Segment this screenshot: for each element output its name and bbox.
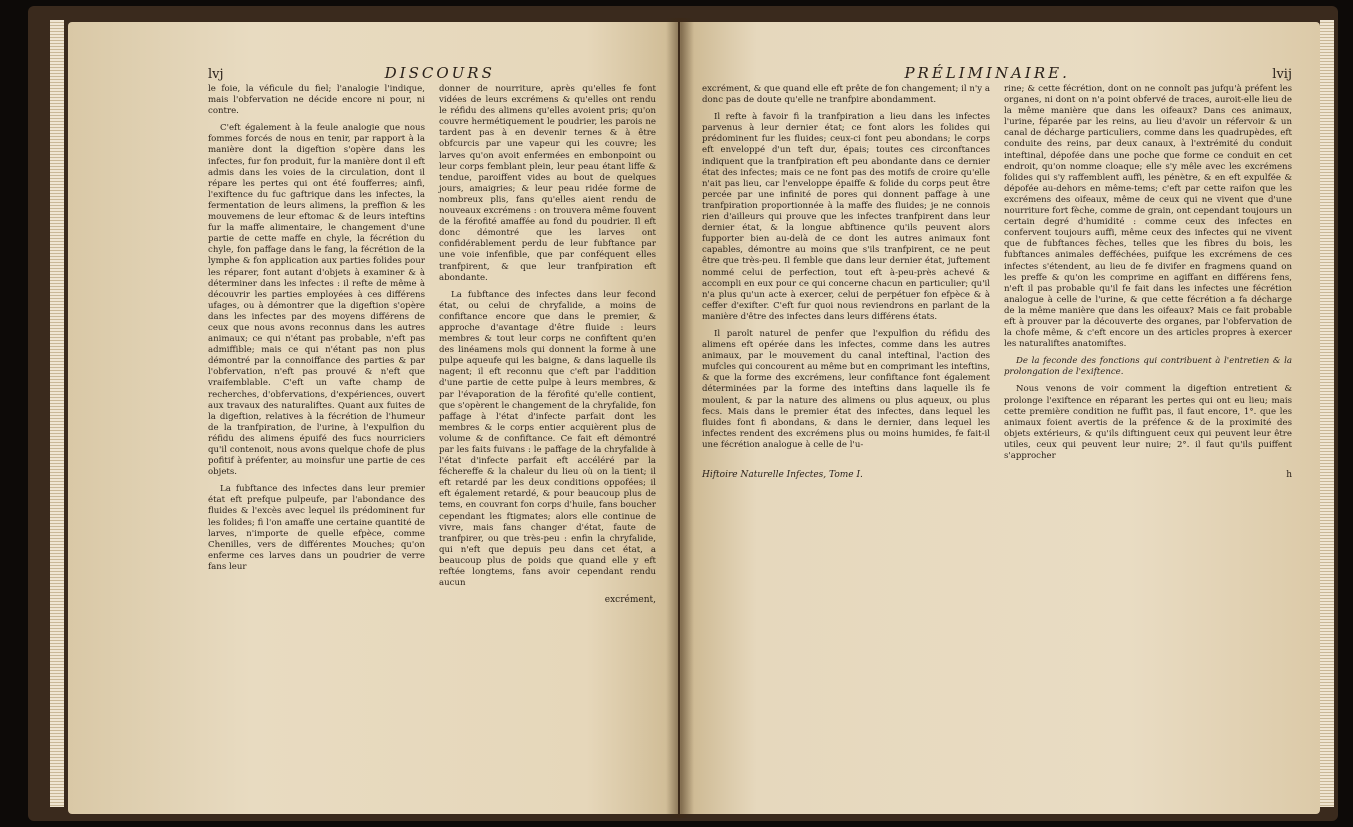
right-page-edges bbox=[1320, 20, 1334, 807]
paragraph: donner de nourriture, après qu'elles fe font vidées de leurs excrémens & qu'elles ont rendu le réfidu des alimens qu'elles avoient pris; qu'on couvre hermétiquement le poudrier, les parois ne tardent pas à en devenir ternes & à être obfcurcis par une vapeur qui les couvre; les larves qu'on avoit enfermées en embonpoint ou leur corps femblant plein, leur peau étant liffe & tendue, paroiffent vides au bout de quelques jours, amaigries; & leur peau ridée forme de nombreux plis, fans qu'elles aient rendu de nouveaux excrémens : on trouvera même fouvent de la férofité amaffée au fond du poudrier. Il eft donc démontré que les larves ont confidérablement perdu de leur fubftance par une voie infenfible, que par conféquent elles tranfpirent, & que leur tranfpiration eft abondante. bbox=[439, 84, 656, 283]
left-column-2 bbox=[439, 84, 656, 606]
right-page-header bbox=[702, 64, 1292, 82]
book-gutter bbox=[666, 18, 694, 818]
right-column-1 bbox=[702, 84, 990, 468]
catchword: excrément, bbox=[604, 595, 656, 606]
right-page-footer bbox=[702, 470, 1292, 480]
right-column-2 bbox=[1004, 84, 1292, 468]
right-running-title: PRÉLIMINAIRE. bbox=[904, 64, 1070, 82]
left-page bbox=[68, 22, 678, 814]
paragraph: rine; & cette fécrétion, dont on ne connoît pas jufqu'à préfent les organes, ni dont on n'a point obfervé de traces, auroit-elle lieu de la même manière que dans les oifeaux? Dans ces animaux, l'urine, féparée par les reins, au lieu d'avoir un réfervoir & un canal de décharge particuliers, comme dans les quadrupèdes, eft conduite des reins, par deux canaux, à l'extrémité du conduit inteftinal, dépofée dans une poche que forme ce conduit en cet endroit, qu'on nomme cloaque; elle s'y mêle avec les excrémens folides qui s'y raffemblent auffi, les pénètre, & en eft expulfée & dépofée au-dehors en même-tems; c'eft par cette raifon que les excrémens des oifeaux, même de ceux qui ne vivent que d'une nourriture fort fèche, comme de grain, ont cependant toujours un certain degré d'humidité : comme ceux des infectes en confervent toujours auffi, même ceux des infectes qui ne vivent que de fubftances fèches, telles que les fibres du bois, les fubftances animales defféchées, puifque les excrémens de ces infectes s'étendent, au lieu de fe divifer en fragmens quand on les preffe & qu'on les comprime en agiffant en différens fens, n'eft il pas probable qu'il fe fait dans les infectes une fécrétion analogue à celle de l'urine, & que cette fécrétion a fa décharge de la même manière que dans les oifeaux? Mais ce fait probable eft à prouver par la découverte des organes, par l'obfervation de la chofe même, & c'eft encore un des articles propres à exercer les naturaliftes anatomiftes. bbox=[1004, 84, 1292, 350]
paragraph: le foie, la véficule du fiel; l'analogie l'indique, mais l'obfervation ne décide encore ni pour, ni contre. bbox=[208, 84, 425, 117]
right-page-number: lvij bbox=[1272, 67, 1292, 82]
section-subtitle: De la feconde des fonctions qui contribuent à l'entretien & la prolongation de l'exiftence. bbox=[1004, 356, 1292, 378]
paragraph: La fubftance des infectes dans leur premier état eft prefque pulpeufe, par l'abondance des fluides & l'excès avec lequel ils prédominent fur les folides; fi l'on amaffe une certaine quantité de larves, n'importe de quelle efpèce, comme Chenilles, vers de différentes Mouches; qu'on enferme ces larves dans un poudrier de verre fans leur bbox=[208, 484, 425, 572]
signature-mark: h bbox=[1286, 470, 1292, 481]
left-running-title: DISCOURS bbox=[384, 64, 495, 82]
open-book bbox=[28, 6, 1338, 821]
paragraph: excrément, & que quand elle eft prête de fon changement; il n'y a donc pas de doute qu'elle ne tranfpire abondamment. bbox=[702, 84, 990, 106]
paragraph: La fubftance des infectes dans leur fecond état, ou celui de chryfalide, a moins de confiftance encore que dans le premier, & approche d'avantage d'être fluide : leurs membres & tout leur corps ne confiftent qu'en des linéamens mols qui donnent la forme à une pulpe aqueufe qui les baigne, & dans laquelle ils nagent; il eft reconnu que c'eft par l'addition d'une partie de cette pulpe à leurs membres, & par l'évaporation de la férofité qu'elle contient, que s'opèrent le changement de la chryfalide, fon paffage à l'état d'infecte parfait dont les membres & le corps entier acquièrent plus de volume & de confiftance. Ce fait eft démontré par les faits fuivans : le paffage de la chryfalide à l'état d'infecte parfait eft accéléré par la féchereffe & la chaleur du lieu où on la tient; il eft retardé par les deux conditions oppofées; il eft également retardé, & pour beaucoup plus de tems, en couvrant fon corps d'huile, fans boucher cependant les ftigmates; alors elle continue de vivre, mais fans changer d'état, faute de tranfpirer, ou que très-peu : enfin la chryfalide, qui n'eft que depuis peu dans cet état, a beaucoup plus de poids que quand elle y eft reftée longtems, fans avoir cependant rendu aucun bbox=[439, 289, 656, 589]
left-column-1 bbox=[208, 84, 425, 606]
right-page bbox=[680, 22, 1320, 814]
paragraph: Nous venons de voir comment la digeftion entretient & prolonge l'exiftence en réparant les pertes qui ont eu lieu; mais cette première condition ne fuffit pas, il faut encore, 1°. que les animaux foient avertis de la préfence & de la proximité des objets extérieurs, & qu'ils diftinguent ceux qui peuvent leur être utiles, ceux qui peuvent leur nuire; 2°. il faut qu'ils puiffent s'approcher bbox=[1004, 384, 1292, 461]
left-page-number: lvj bbox=[208, 67, 224, 82]
left-page-header bbox=[208, 64, 656, 82]
left-page-edges bbox=[50, 20, 64, 807]
paragraph: Il refte à favoir fi la tranfpiration a lieu dans les infectes parvenus à leur dernier état; ce font alors les folides qui prédominent fur les fluides; ceux-ci font peu abondans; le corps eft enveloppé d'un teft dur, épais; toutes ces circonftances indiquent que la tranfpiration eft peu abondante dans ce dernier état des infectes; mais ce ne font pas des motifs de croire qu'elle n'ait pas lieu, car l'enveloppe épaiffe & folide du corps peut être percée par une infinité de pores qui donnent paffage à une tranfpiration proportionnée à la maffe des fluides; je ne connois rien d'ailleurs qui prouve que les infectes tranfpirent dans leur dernier état, & la longue abftinence qu'ils peuvent alors fupporter bien au-delà de ce dont les autres animaux font capables, démontre au moins que s'ils tranfpirent, ce ne peut être que très-peu. Il femble que dans leur dernier état, juftement nommé celui de perfection, tout eft à-peu-près achevé & accompli en eux pour ce qui concerne chacun en particulier; qu'il n'a plus qu'un acte à exercer, celui de perpétuer fon efpèce & à ceffer d'exifter. C'eft fur quoi nous reviendrons en parlant de la manière d'être des infectes dans leurs différens états. bbox=[702, 112, 990, 322]
paragraph: C'eft également à la feule analogie que nous fommes forcés de nous en tenir, par rapport à la manière dont la digeftion s'opère dans les infectes, fur fon produit, fur la manière dont il eft admis dans les voies de la circulation, dont il répare les pertes qui ont été foufferres; ainfi, l'exiftence du fuc gaftrique dans les infectes, la fermentation de leurs alimens, la preffion & les mouvemens de leur eftomac & de leurs inteftins fur la maffe alimentaire, le changement d'une partie de cette maffe en chyle, la fécrétion du chyle, fon paffage dans le fang, la fécrétion de la lymphe & fon application aux parties folides pour les réparer, font autant d'objets à examiner & à déterminer dans les infectes : il refte de même à découvrir les parties employées à ces différens ufages, ou à démontrer que la digeftion s'opère dans les infectes par des moyens différens de ceux que nous avons reconnus dans les autres animaux; ce qui n'étant pas probable, n'eft pas admiffible; mais ce qui n'étant pas non plus démontré par la connoiffance des parties & par l'obfervation, n'eft pas prouvé & n'eft que vraifemblable. C'eft un vafte champ de recherches, d'obfervations, d'expériences, ouvert aux travaux des naturaliftes. Quant aux fuites de la digeftion, relatives à la fécrétion de l'humeur de la tranfpiration, de l'urine, à l'expulfion du réfidu des alimens épuifé des fucs nourriciers qu'il contenoit, nous avons quelque chofe de plus pofitif à préfenter, au moinsfur une partie de ces objets. bbox=[208, 123, 425, 478]
paragraph: Il paroît naturel de penfer que l'expulfion du réfidu des alimens eft opérée dans les infectes, comme dans les autres animaux, par le mouvement du canal inteftinal, l'action des mufcles qui concourent au même but en comprimant les inteftins, & que la forme des excrémens, leur confiftance font également déterminées par la forme des inteftins dans laquelle ils fe moulent, & par la nature des alimens ou plus aqueux, ou plus fecs. Mais dans le premier état des infectes, dans lequel les fluides font fi abondans, & dans le dernier, dans lequel les infectes rendent des excrémens plus ou moins humides, fe fait-il une fécrétion analogue à celle de l'u- bbox=[702, 328, 990, 450]
footer-title: Hiftoire Naturelle Infectes, Tome I. bbox=[702, 470, 863, 481]
